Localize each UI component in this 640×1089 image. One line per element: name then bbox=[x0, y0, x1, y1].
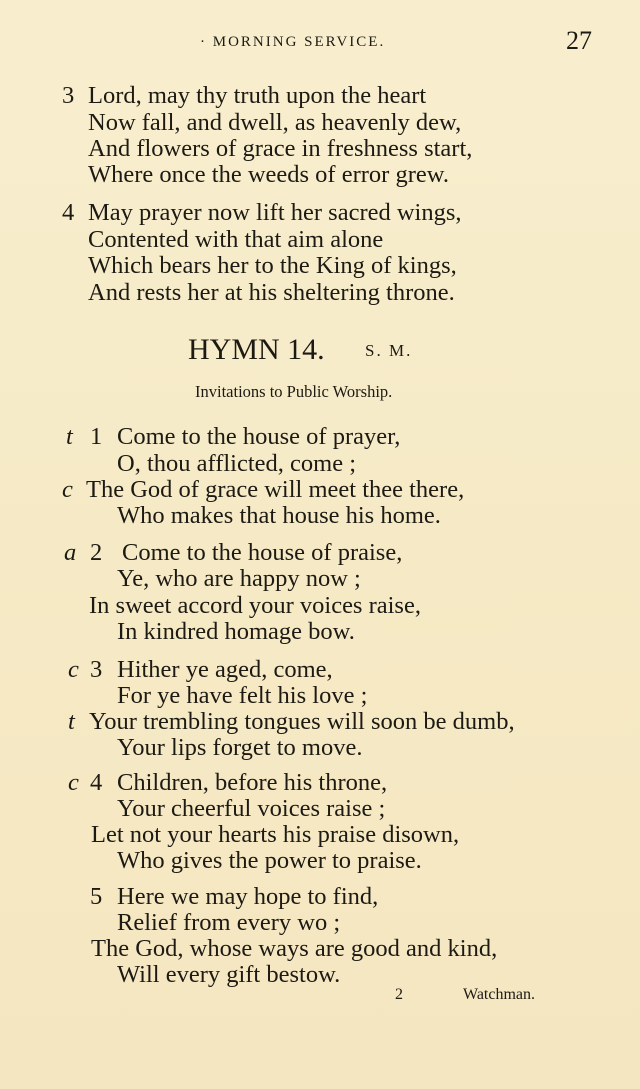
verse-line: Now fall, and dwell, as heavenly dew, bbox=[88, 109, 462, 136]
dynamic-marker: t bbox=[66, 423, 73, 450]
dynamic-marker: a bbox=[64, 539, 77, 566]
stanza-number: 3 bbox=[62, 82, 75, 109]
verse-line: Your cheerful voices raise ; bbox=[117, 795, 386, 822]
verse-line: O, thou afflicted, come ; bbox=[117, 450, 357, 477]
page-number: 27 bbox=[566, 26, 592, 55]
verse-line: Will every gift bestow. bbox=[117, 961, 341, 988]
dynamic-marker: c bbox=[68, 769, 79, 796]
verse-line: Relief from every wo ; bbox=[117, 909, 341, 936]
dynamic-marker: t bbox=[68, 708, 75, 735]
hymn-meter: S. M. bbox=[365, 341, 413, 360]
verse-line: And flowers of grace in freshness start, bbox=[88, 135, 473, 162]
verse-line: The God, whose ways are good and kind, bbox=[91, 935, 498, 962]
verse-line: Contented with that aim alone bbox=[88, 226, 384, 253]
running-title: · MORNING SERVICE. bbox=[200, 34, 386, 50]
verse-line: Ye, who are happy now ; bbox=[117, 565, 361, 592]
verse-line: Come to the house of praise, bbox=[122, 539, 403, 566]
stanza-number: 1 bbox=[90, 423, 103, 450]
signature-mark: 2 bbox=[395, 986, 403, 1003]
verse-line: Who makes that house his home. bbox=[117, 502, 441, 529]
hymn-title: HYMN 14. bbox=[188, 333, 325, 366]
verse-line: Hither ye aged, come, bbox=[117, 656, 333, 683]
verse-line: Where once the weeds of error grew. bbox=[88, 161, 449, 188]
verse-line: Your lips forget to move. bbox=[117, 734, 363, 761]
stanza-number: 5 bbox=[90, 883, 103, 910]
stanza-number: 4 bbox=[90, 769, 103, 796]
stanza-number: 4 bbox=[62, 199, 75, 226]
dynamic-marker: c bbox=[62, 476, 73, 503]
verse-line: Come to the house of prayer, bbox=[117, 423, 401, 450]
verse-line: Lord, may thy truth upon the heart bbox=[88, 82, 427, 109]
stanza-number: 3 bbox=[90, 656, 103, 683]
hymn-subtitle: Invitations to Public Worship. bbox=[195, 382, 393, 401]
verse-line: Which bears her to the King of kings, bbox=[88, 252, 457, 279]
page-header bbox=[0, 26, 640, 60]
verse-line: In sweet accord your voices raise, bbox=[89, 592, 421, 619]
hymn-attribution: Watchman. bbox=[463, 986, 536, 1003]
stanza-number: 2 bbox=[90, 539, 103, 566]
verse-line: In kindred homage bow. bbox=[117, 618, 355, 645]
verse-line: Your trembling tongues will soon be dumb, bbox=[89, 708, 515, 735]
verse-line: For ye have felt his love ; bbox=[117, 682, 368, 709]
verse-line: Here we may hope to find, bbox=[117, 883, 379, 910]
verse-line: Let not your hearts his praise disown, bbox=[91, 821, 460, 848]
verse-line: The God of grace will meet thee there, bbox=[86, 476, 465, 503]
verse-line: Children, before his throne, bbox=[117, 769, 388, 796]
dynamic-marker: c bbox=[68, 656, 79, 683]
verse-line: May prayer now lift her sacred wings, bbox=[88, 199, 462, 226]
verse-line: Who gives the power to praise. bbox=[117, 847, 422, 874]
verse-line: And rests her at his sheltering throne. bbox=[88, 279, 455, 306]
